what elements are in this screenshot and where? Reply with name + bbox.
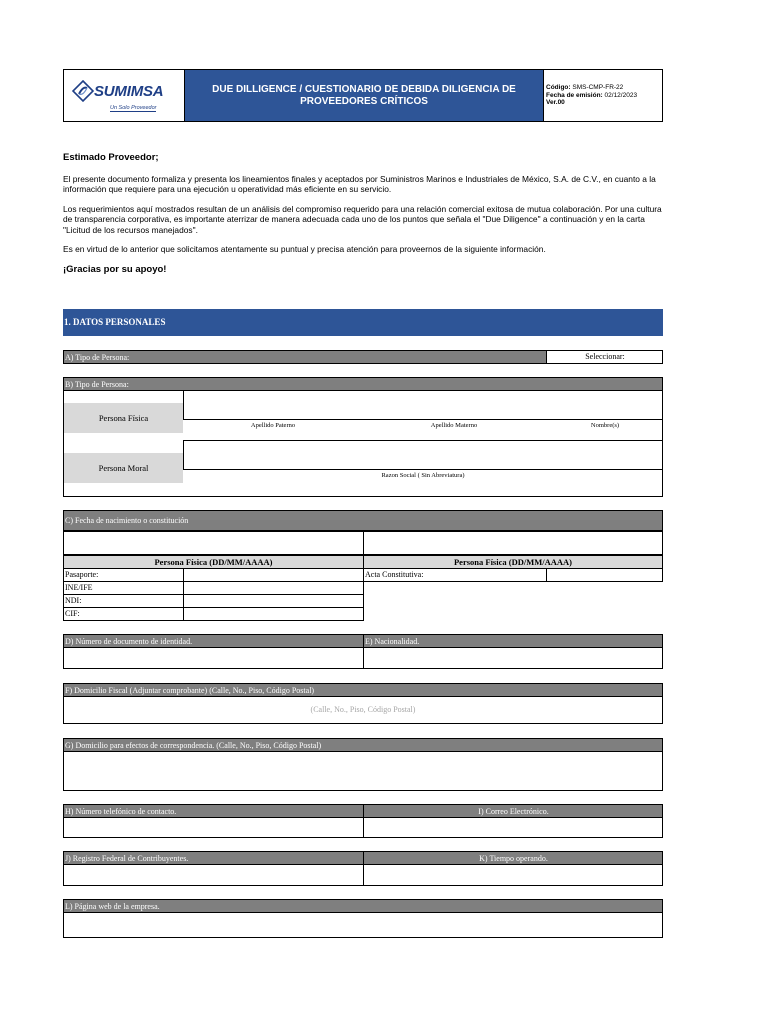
label-i-correo: I) Correo Electrónico. [363,804,663,818]
cif-field[interactable] [183,607,364,621]
thanks-text: ¡Gracias por su apoyo! [63,264,167,275]
ndi-field[interactable] [183,594,364,608]
tiempo-operando-field[interactable] [363,864,663,886]
fecha-fisica-field[interactable] [63,531,364,555]
document-title: DUE DILLIGENCE / CUESTIONARIO DE DEBIDA DILIGENCIA DE PROVEEDORES CRÍTICOS [185,70,544,121]
label-c-fecha: C) Fecha de nacimiento o constitución [63,510,663,531]
razon-social-label: Razon Social ( Sin Abreviatura) [381,472,465,479]
label-e-nacionalidad: E) Nacionalidad. [363,634,663,648]
document-header [63,69,663,122]
label-d-documento: D) Número de documento de identidad. [63,634,364,648]
documento-field[interactable] [63,647,364,669]
cif-label: CIF: [63,607,184,621]
ine-field[interactable] [183,581,364,595]
apellido-materno-label: Apellido Materno [430,422,478,429]
tipo-persona-select[interactable]: Seleccionar: [546,350,663,364]
company-logo [64,70,185,121]
intro-paragraph-2: Los requerimientos aquí mostrados resultan de un análisis del compromiso requerido para una relación comercial exitosa de mutua colaboración. Por una cultura de transparencia corporativa, es importante aterrizar de manera adecuada cada uno de los puntos que señala el "Due Diligence" a continuación y en la carta "Licitud de los recursos manejados". [63,204,662,235]
apellido-paterno-label: Apellido Paterno [250,422,296,429]
intro-paragraph-3: Es en virtud de lo anterior que solicitamos atentamente su puntual y precisa atención para proveernos de la siguiente información. [63,244,546,254]
nombres-label: Nombre(s) [590,422,620,429]
nacionalidad-field[interactable] [363,647,663,669]
greeting: Estimado Proveedor; [63,152,159,163]
fecha-moral-field[interactable] [363,531,663,555]
logo-tagline: Un Solo Proveedor [110,105,157,111]
persona-fisica-label: Persona Física [64,403,183,433]
domicilio-fiscal-placeholder: (Calle, No., Piso, Código Postal) [310,705,416,714]
code-value: SMS-CMP-FR-22 [572,84,624,92]
pasaporte-label: Pasaporte: [63,568,184,582]
date-label: Fecha de emisión: [546,91,603,99]
date-value: 02/12/2023 [604,91,638,99]
logo-mark-icon [72,80,94,102]
label-j-rfc: J) Registro Federal de Contribuyentes. [63,851,364,865]
ndi-label: NDI: [63,594,184,608]
label-l-pagina-web: L) Página web de la empresa. [63,899,663,913]
persona-moral-field[interactable] [183,440,663,470]
ine-label: INE/IFE [63,581,184,595]
label-k-tiempo-operando: K) Tiempo operando. [363,851,663,865]
label-g-domicilio-correspondencia: G) Domicilio para efectos de correspondencia. (Calle, No., Piso, Código Postal) [63,738,663,752]
correo-field[interactable] [363,817,663,838]
label-b-tipo-persona: B) Tipo de Persona: [63,377,663,391]
label-h-telefono: H) Número telefónico de contacto. [63,804,364,818]
pagina-web-field[interactable] [63,912,663,938]
code-label: Código: [546,84,571,92]
section-title: 1. DATOS PERSONALES [63,309,663,336]
rfc-field[interactable] [63,864,364,886]
telefono-field[interactable] [63,817,364,838]
acta-constitutiva-field[interactable] [546,568,663,582]
persona-fisica-field[interactable] [183,390,663,420]
pasaporte-field[interactable] [183,568,364,582]
intro-paragraph-1: El presente documento formaliza y presenta los lineamientos finales y aceptados por Suministros Marinos e Industriales de México, S.A. de C.V., en cuanto a la información que requiere para una ejecución u operatividad más eficiente en su servicio. [63,174,656,195]
fecha-fisica-header: Persona Física (DD/MM/AAAA) [63,555,364,569]
acta-constitutiva-label: Acta Constitutiva: [363,568,547,582]
label-a-tipo-persona: A) Tipo de Persona: [63,350,547,364]
persona-moral-label: Persona Moral [64,453,183,483]
version: Ver.00 [546,99,565,107]
logo-name: SUMIMSA [94,83,164,100]
label-f-domicilio-fiscal: F) Domicilio Fiscal (Adjuntar comprobante) (Calle, No., Piso, Código Postal) [63,683,663,697]
fecha-moral-header: Persona Física (DD/MM/AAAA) [363,555,663,569]
document-meta [544,70,662,121]
domicilio-correspondencia-field[interactable] [63,751,663,791]
